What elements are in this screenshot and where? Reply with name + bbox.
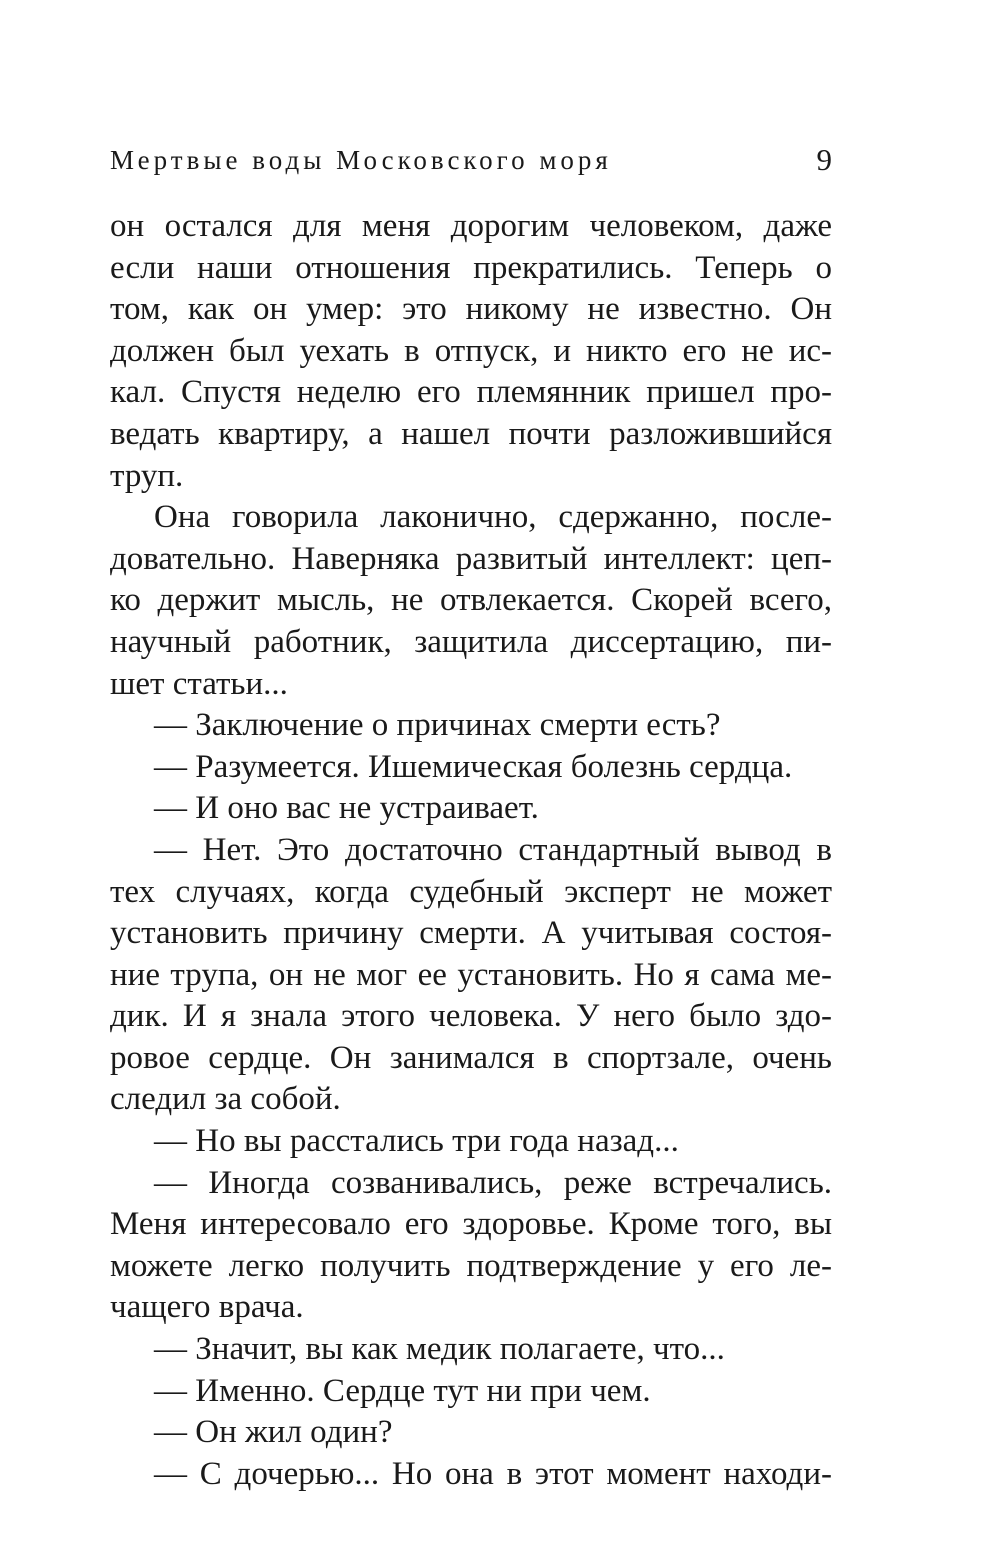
- text-line: научный работник, защитила диссертацию, пи-: [110, 623, 832, 660]
- page-number: 9: [816, 142, 832, 177]
- text-line: — И оно вас не устраивает.: [154, 790, 539, 827]
- text-line: он остался для меня дорогим человеком, даже: [110, 208, 832, 244]
- text-line: том, как он умер: это никому не известно. Он: [110, 291, 832, 328]
- text-line: — Нет. Это достаточно стандартный вывод в: [154, 831, 832, 868]
- text-line: ровое сердце. Он занимался в спортзале, очень: [110, 1039, 832, 1076]
- text-line: Она говорила лаконично, сдержанно, после-: [154, 499, 832, 536]
- text-line: установить причину смерти. А учитывая состоя-: [110, 915, 832, 952]
- text-line: — Иногда созванивались, реже встречались.: [154, 1164, 832, 1201]
- body-text: [110, 206, 832, 1495]
- text-line: ние трупа, он не мог ее установить. Но я сама ме-: [110, 956, 832, 993]
- text-line: — Но вы расстались три года назад...: [154, 1123, 679, 1160]
- running-header: [110, 142, 832, 182]
- text-line: — С дочерью... Но она в этот момент находи-: [154, 1455, 832, 1492]
- book-title-header: Мертвые воды Московского моря: [110, 145, 612, 175]
- text-line: дик. И я знала этого человека. У него было здо-: [110, 998, 832, 1035]
- text-line: — Именно. Сердце тут ни при чем.: [154, 1372, 651, 1409]
- text-line: кал. Спустя неделю его племянник пришел про-: [110, 374, 832, 411]
- text-line: чащего врача.: [110, 1289, 304, 1326]
- text-line: должен был уехать в отпуск, и никто его не ис-: [110, 332, 832, 369]
- text-line: Меня интересовало его здоровье. Кроме того, вы: [110, 1206, 832, 1243]
- text-line: довательно. Наверняка развитый интеллект: цеп-: [110, 540, 832, 577]
- text-line: можете легко получить подтверждение у его ле-: [110, 1247, 832, 1284]
- text-line: шет статьи...: [110, 665, 288, 702]
- text-line: следил за собой.: [110, 1081, 341, 1118]
- text-line: — Он жил один?: [154, 1414, 393, 1451]
- text-line: — Значит, вы как медик полагаете, что...: [154, 1331, 725, 1368]
- text-line: тех случаях, когда судебный эксперт не может: [110, 873, 832, 910]
- text-line: труп.: [110, 457, 184, 494]
- text-line: — Разумеется. Ишемическая болезнь сердца.: [154, 748, 793, 785]
- text-line: ведать квартиру, а нашел почти разложившийся: [110, 415, 832, 452]
- text-line: если наши отношения прекратились. Теперь о: [110, 249, 832, 286]
- text-line: — Заключение о причинах смерти есть?: [154, 707, 721, 744]
- text-line: ко держит мысль, не отвлекается. Скорей всего,: [110, 582, 832, 619]
